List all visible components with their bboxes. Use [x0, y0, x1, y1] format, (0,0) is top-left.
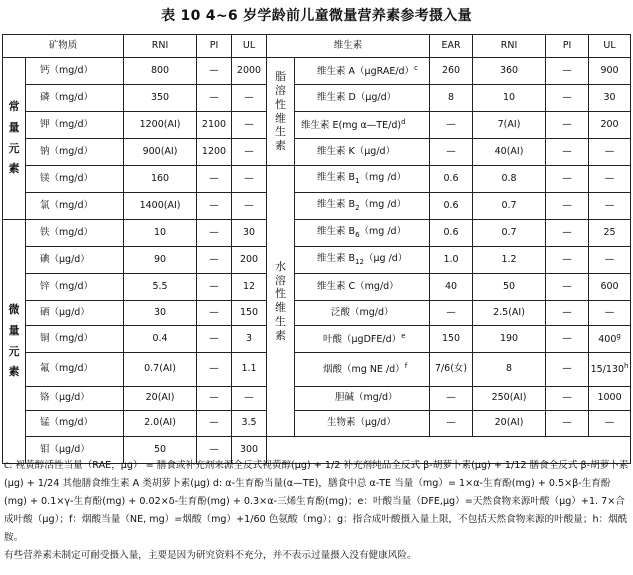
- mineral-rni: 5.5: [124, 274, 197, 301]
- vitamin-ul: 30: [589, 85, 631, 112]
- table-row: [3, 326, 631, 353]
- mineral-pi: —: [197, 387, 232, 411]
- mineral-pi: —: [197, 411, 232, 437]
- mineral-pi: —: [197, 58, 232, 85]
- vitamin-pi: —: [546, 193, 589, 220]
- vitamin-ear: —: [430, 387, 473, 411]
- mineral-name: 硒（μg/d）: [26, 301, 124, 326]
- vitamin-rni: 0.7: [473, 193, 546, 220]
- vitamin-rni: 10: [473, 85, 546, 112]
- vitamin-name: 维生素 $B_2(mg$ /d）: [295, 193, 430, 220]
- mineral-pi: —: [197, 166, 232, 193]
- mineral-name: 钠（mg/d）: [26, 139, 124, 166]
- vitamin-ear: 0.6: [430, 220, 473, 247]
- vitamin-ear: —: [430, 411, 473, 437]
- vitamin-pi: —: [546, 166, 589, 193]
- vitamin-ul: 25: [589, 220, 631, 247]
- mineral-name: 钙（mg/d）: [26, 58, 124, 85]
- vitamin-ul: 200: [589, 112, 631, 139]
- vitamin-pi: —: [546, 247, 589, 274]
- vitamin-rni: 50: [473, 274, 546, 301]
- vitamin-ul: —: [589, 411, 631, 437]
- vitamin-ear: 1.0: [430, 247, 473, 274]
- mineral-name: 铬（μg/d）: [26, 387, 124, 411]
- vitamin-rni: 0.8: [473, 166, 546, 193]
- mineral-pi: —: [197, 437, 232, 464]
- vitamin-pi: —: [546, 326, 589, 353]
- mineral-ul: —: [232, 139, 267, 166]
- table-row: [3, 274, 631, 301]
- vitamin-ul: —: [589, 166, 631, 193]
- mineral-ul: 12: [232, 274, 267, 301]
- mineral-ul: —: [232, 193, 267, 220]
- header-vit-ul: UL: [589, 35, 631, 58]
- footnote-ul-remark: 有些营养素未制定可耐受摄入量，主要是因为研究资料不充分，并不表示过量摄入没有健康风险。: [4, 550, 417, 561]
- mineral-ul: —: [232, 387, 267, 411]
- vitamin-pi: —: [546, 353, 589, 387]
- vitamin-ul: 400$^g$: [589, 326, 631, 353]
- mineral-rni: 0.7(AI): [124, 353, 197, 387]
- table-row: [3, 193, 631, 220]
- header-rni: RNI: [124, 35, 197, 58]
- mineral-rni: 20(AI): [124, 387, 197, 411]
- table-row: [3, 166, 631, 193]
- mineral-rni: 1200(AI): [124, 112, 197, 139]
- table-row: [3, 353, 631, 387]
- vitamin-name: 维生素 $B_1(mg$ /d）: [295, 166, 430, 193]
- vitamin-pi: —: [546, 387, 589, 411]
- mineral-pi: —: [197, 326, 232, 353]
- footnote-definitions: c: 视黄醇活性当量（RAE，μg） = 膳食或补充剂来源全反式视黄醇(μg) + 1/2 补充剂纯品全反式 β-胡萝卜素(μg) + 1/12 膳食全反式 β-胡萝卜素(μg) + 1/24 其他膳食维生素 A 类胡萝卜素(μg) d: α-生育酚当量(α—TE)，膳食中总 α-TE 当量（mg）= 1×α-生育酚(mg) + 0.5×β-生育酚(mg) + 0.1×γ-生育酚(mg) + 0.02×δ-生育酚(mg) + 0.3×α-三烯生育酚(mg)；e：叶酸当量（DFE,μg）=天然食物来源叶酸（μg）+1. 7×合成叶酸（μg）；f：烟酸当量（NE, mg）=烟酸（mg）+1/60 色氨酸（mg）；g：指合成叶酸摄入量上限，不包括天然食物来源的叶酸量；h：烟酰胺。: [4, 460, 629, 543]
- mineral-name: 钼（μg/d）: [26, 437, 124, 464]
- vitamin-ear: 40: [430, 274, 473, 301]
- vitamin-ear: —: [430, 139, 473, 166]
- mineral-rni: 1400(AI): [124, 193, 197, 220]
- header-minerals: 矿物质: [3, 35, 124, 58]
- mineral-rni: 800: [124, 58, 197, 85]
- mineral-ul: 3.5: [232, 411, 267, 437]
- header-row: [3, 35, 631, 58]
- vitamin-ear: 0.6: [430, 193, 473, 220]
- vitamin-rni: 190: [473, 326, 546, 353]
- mineral-pi: —: [197, 353, 232, 387]
- vitamin-ul: 900: [589, 58, 631, 85]
- table-title: 表 10 4~6 岁学龄前儿童微量营养素参考摄入量: [161, 8, 472, 24]
- mineral-rni: 90: [124, 247, 197, 274]
- vitamin-name: 维生素 E(mg α—TE/d)$^d$: [295, 112, 430, 139]
- mineral-name: 磷（mg/d）: [26, 85, 124, 112]
- vitamin-rni: 7(AI): [473, 112, 546, 139]
- fat-soluble-vitamins-label: 脂 溶 性 维 生 素: [267, 58, 295, 166]
- header-ear: EAR: [430, 35, 473, 58]
- mineral-pi: 2100: [197, 112, 232, 139]
- mineral-rni: 50: [124, 437, 197, 464]
- mineral-name: 铁（mg/d）: [26, 220, 124, 247]
- mineral-pi: 1200: [197, 139, 232, 166]
- mineral-pi: —: [197, 193, 232, 220]
- mineral-name: 钾（mg/d）: [26, 112, 124, 139]
- vitamin-rni: 8: [473, 353, 546, 387]
- mineral-pi: —: [197, 301, 232, 326]
- vitamin-name: 胆碱（mg/d）: [295, 387, 430, 411]
- vitamin-pi: —: [546, 58, 589, 85]
- vitamin-ear: 260: [430, 58, 473, 85]
- vitamin-ear: —: [430, 301, 473, 326]
- table-row: [3, 85, 631, 112]
- macro-minerals-label: 常 量 元 素: [3, 58, 26, 220]
- vitamin-rni: 360: [473, 58, 546, 85]
- mineral-ul: 30: [232, 220, 267, 247]
- mineral-ul: 1.1: [232, 353, 267, 387]
- mineral-pi: —: [197, 247, 232, 274]
- vitamin-ul: 15/130$^h$: [589, 353, 631, 387]
- mineral-rni: 900(AI): [124, 139, 197, 166]
- vitamin-ear: 7/6(女): [430, 353, 473, 387]
- vitamin-name: 维生素 A（μgRAE/d）$^c$: [295, 58, 430, 85]
- vitamin-pi: —: [546, 112, 589, 139]
- mineral-rni: 160: [124, 166, 197, 193]
- mineral-name: 碘（μg/d）: [26, 247, 124, 274]
- vitamin-name: 维生素 K（μg/d）: [295, 139, 430, 166]
- vitamin-ul: —: [589, 193, 631, 220]
- mineral-pi: —: [197, 274, 232, 301]
- vitamin-ear: —: [430, 112, 473, 139]
- vitamin-ul: 600: [589, 274, 631, 301]
- vitamin-ul: —: [589, 139, 631, 166]
- water-soluble-vitamins-label: 水 溶 性 维 生 素: [267, 166, 295, 437]
- vitamin-ul: —: [589, 301, 631, 326]
- vitamin-pi: —: [546, 85, 589, 112]
- mineral-rni: 0.4: [124, 326, 197, 353]
- vitamin-name: 泛酸（mg/d）: [295, 301, 430, 326]
- mineral-ul: 150: [232, 301, 267, 326]
- mineral-ul: —: [232, 112, 267, 139]
- vitamin-ear: 0.6: [430, 166, 473, 193]
- vitamin-name: 生物素（μg/d）: [295, 411, 430, 437]
- header-ul: UL: [232, 35, 267, 58]
- vitamin-name: 维生素 D（μg/d）: [295, 85, 430, 112]
- header-pi: PI: [197, 35, 232, 58]
- mineral-pi: —: [197, 220, 232, 247]
- vitamin-pi: —: [546, 411, 589, 437]
- vitamin-rni: 40(AI): [473, 139, 546, 166]
- mineral-ul: 2000: [232, 58, 267, 85]
- vitamin-ear: 150: [430, 326, 473, 353]
- mineral-ul: 300: [232, 437, 267, 464]
- nutrient-table: [2, 34, 631, 464]
- vitamin-ear: 8: [430, 85, 473, 112]
- table-row: [3, 301, 631, 326]
- vitamin-ul: —: [589, 247, 631, 274]
- vitamin-name: 维生素 $B_{12}(\mu g$ /d）: [295, 247, 430, 274]
- mineral-ul: —: [232, 85, 267, 112]
- mineral-name: 铜（mg/d）: [26, 326, 124, 353]
- mineral-pi: —: [197, 85, 232, 112]
- footnotes: [4, 457, 630, 565]
- trace-elements-label: 微 量 元 素: [3, 220, 26, 464]
- vitamin-name: 烟酸（mg NE /d）$^f$: [295, 353, 430, 387]
- vitamin-pi: —: [546, 139, 589, 166]
- vitamin-rni: 2.5(AI): [473, 301, 546, 326]
- vitamin-pi: —: [546, 301, 589, 326]
- mineral-rni: 30: [124, 301, 197, 326]
- table-row: [3, 139, 631, 166]
- table-row: [3, 112, 631, 139]
- vitamin-name: 叶酸（μgDFE/d）$^e$: [295, 326, 430, 353]
- mineral-rni: 350: [124, 85, 197, 112]
- header-vit-rni: RNI: [473, 35, 546, 58]
- table-row: [3, 247, 631, 274]
- table-row: [3, 58, 631, 85]
- table-row: [3, 387, 631, 411]
- mineral-ul: —: [232, 166, 267, 193]
- header-vit-pi: PI: [546, 35, 589, 58]
- vitamin-pi: —: [546, 274, 589, 301]
- vitamin-rni: 250(AI): [473, 387, 546, 411]
- mineral-ul: 200: [232, 247, 267, 274]
- vitamin-name: 维生素 C（mg/d）: [295, 274, 430, 301]
- mineral-name: 镁（mg/d）: [26, 166, 124, 193]
- mineral-ul: 3: [232, 326, 267, 353]
- table-row: [3, 411, 631, 437]
- vitamin-rni: 20(AI): [473, 411, 546, 437]
- mineral-name: 锰（mg/d）: [26, 411, 124, 437]
- mineral-rni: 10: [124, 220, 197, 247]
- mineral-name: 氯（mg/d）: [26, 193, 124, 220]
- mineral-name: 锌（mg/d）: [26, 274, 124, 301]
- vitamin-pi: —: [546, 220, 589, 247]
- vitamin-ul: 1000: [589, 387, 631, 411]
- header-vitamins: 维生素: [267, 35, 430, 58]
- mineral-name: 氟（mg/d）: [26, 353, 124, 387]
- mineral-rni: 2.0(AI): [124, 411, 197, 437]
- vitamin-rni: 1.2: [473, 247, 546, 274]
- vitamin-name: 维生素 $B_6(mg$ /d）: [295, 220, 430, 247]
- vitamin-rni: 0.7: [473, 220, 546, 247]
- table-row: [3, 220, 631, 247]
